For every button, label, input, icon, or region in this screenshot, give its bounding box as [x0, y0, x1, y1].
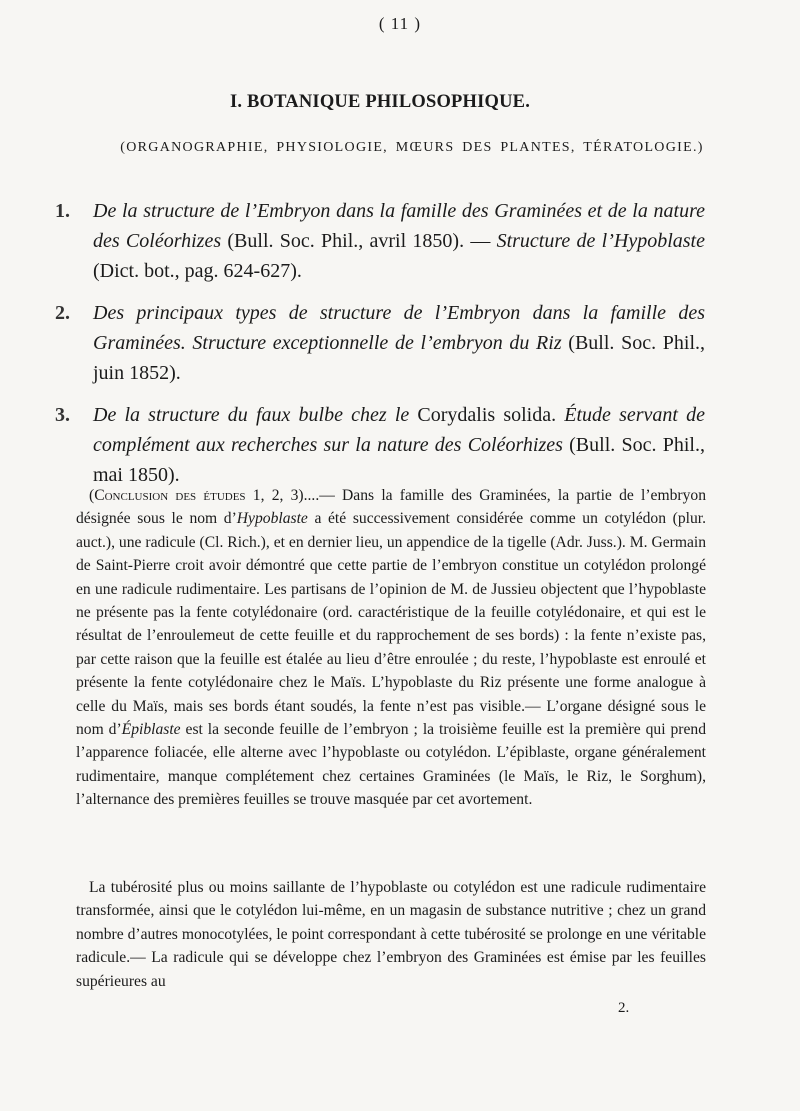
section-subtitle: (ORGANOGRAPHIE, PHYSIOLOGIE, MŒURS DES PLANTES, TÉRATOLOGIE.)	[120, 140, 704, 155]
signature-mark: 2.	[618, 1000, 630, 1016]
term-epiblaste: Épiblaste	[121, 721, 181, 739]
section-title: I. BOTANIQUE PHILOSOPHIQUE.	[229, 92, 531, 112]
publication-entry-1	[55, 196, 705, 286]
entry-text	[93, 196, 705, 286]
entry-number: 1.	[55, 200, 70, 222]
entry-reference: (Bull. Soc. Phil., avril 1850). —	[221, 230, 497, 252]
publication-list	[55, 196, 705, 502]
entry-title: De la structure du faux bulbe chez le	[93, 404, 410, 426]
term-hypoblaste: Hypoblaste	[236, 510, 308, 528]
publication-entry-2	[55, 298, 705, 388]
entry-title-secondary: Étude servant de complément aux recherches sur la nature des Coléorhizes	[93, 404, 705, 456]
body-paragraph: La tubérosité plus ou moins saillante de l’hypoblaste ou cotylédon est une radicule rudimentaire transformée, ainsi que le cotylédon lui-même, en un magasin de substance nutritive ; chez un grand nombre d’autres monocotylées, le point correspondant à cette tubérosité se prolonge en une véritable radicule.— La radicule qui se développe chez l’embryon des Graminées est émise par les feuilles supérieures au	[76, 879, 706, 990]
entry-species-name: Corydalis solida.	[409, 404, 565, 426]
conclusion-paragraph	[76, 484, 706, 812]
entry-reference: (Bull. Soc. Phil., juin 1852).	[93, 332, 705, 384]
page-number: ( 11 )	[378, 14, 422, 33]
entry-text	[93, 400, 705, 490]
conclusion-text-1: ....— Dans la famille des Graminées, la partie de l’embryon désignée sous le nom d’	[76, 487, 706, 528]
conclusion-label: (Conclusion des études 1, 2, 3)	[89, 487, 304, 504]
entry-number: 2.	[55, 302, 70, 324]
conclusion-text-3: est la seconde feuille de l’embryon ; la troisième feuille est la première qui prend l’apparence foliacée, elle alterne avec l’hypoblaste ou cotylédon. L’épiblaste, organe généralement rudimentaire, manque complétement chez certaines Graminées (le Maïs, le Riz, le Sorghum), l’alternance des premières feuilles se trouve masquée par cet avortement.	[76, 721, 706, 809]
entry-number: 3.	[55, 404, 70, 426]
entry-text	[93, 298, 705, 388]
entry-title: De la structure de l’Embryon dans la famille des Graminées et de la nature des Coléorhizes	[93, 200, 705, 252]
entry-reference-secondary: (Dict. bot., pag. 624-627).	[93, 260, 302, 282]
entry-reference: (Bull. Soc. Phil., mai 1850).	[93, 434, 705, 486]
entry-title-secondary: Structure de l’Hypoblaste	[496, 230, 705, 252]
conclusion-text-2: a été successivement considérée comme un cotylédon (plur. auct.), une radicule (Cl. Rich.), et en dernier lieu, un appendice de la tigelle (Adr. Juss.). M. Germain de Saint-Pierre croit avoir démontré que cette partie de l’embryon constitue un cotylédon prolongé en une radicule rudimentaire. Les partisans de l’opinion de M. de Jussieu objectent que l’hypoblaste ne présente pas la fente cotylédonaire (ord. caractéristique de la feuille cotylédonaire, et qui est le résultat de l’enroulemeut de cette feuille et du rapprochement de ses bords) : la fente n’existe pas, par cette raison que la feuille est étalée au lieu d’être enroulée ; du reste, l’hypoblaste est enroulé et présente la fente cotylédonaire chez le Maïs. L’hypoblaste du Riz présente une forme analogue à celle du Maïs, mais ses bords étant soudés, la fente n’est pas visible.— L’organe désigné sous le nom d’	[76, 510, 706, 739]
entry-title: Des principaux types de structure de l’Embryon dans la famille des Graminées. Structure exceptionnelle de l’embryon du Riz	[93, 302, 705, 354]
publication-entry-3	[55, 400, 705, 490]
